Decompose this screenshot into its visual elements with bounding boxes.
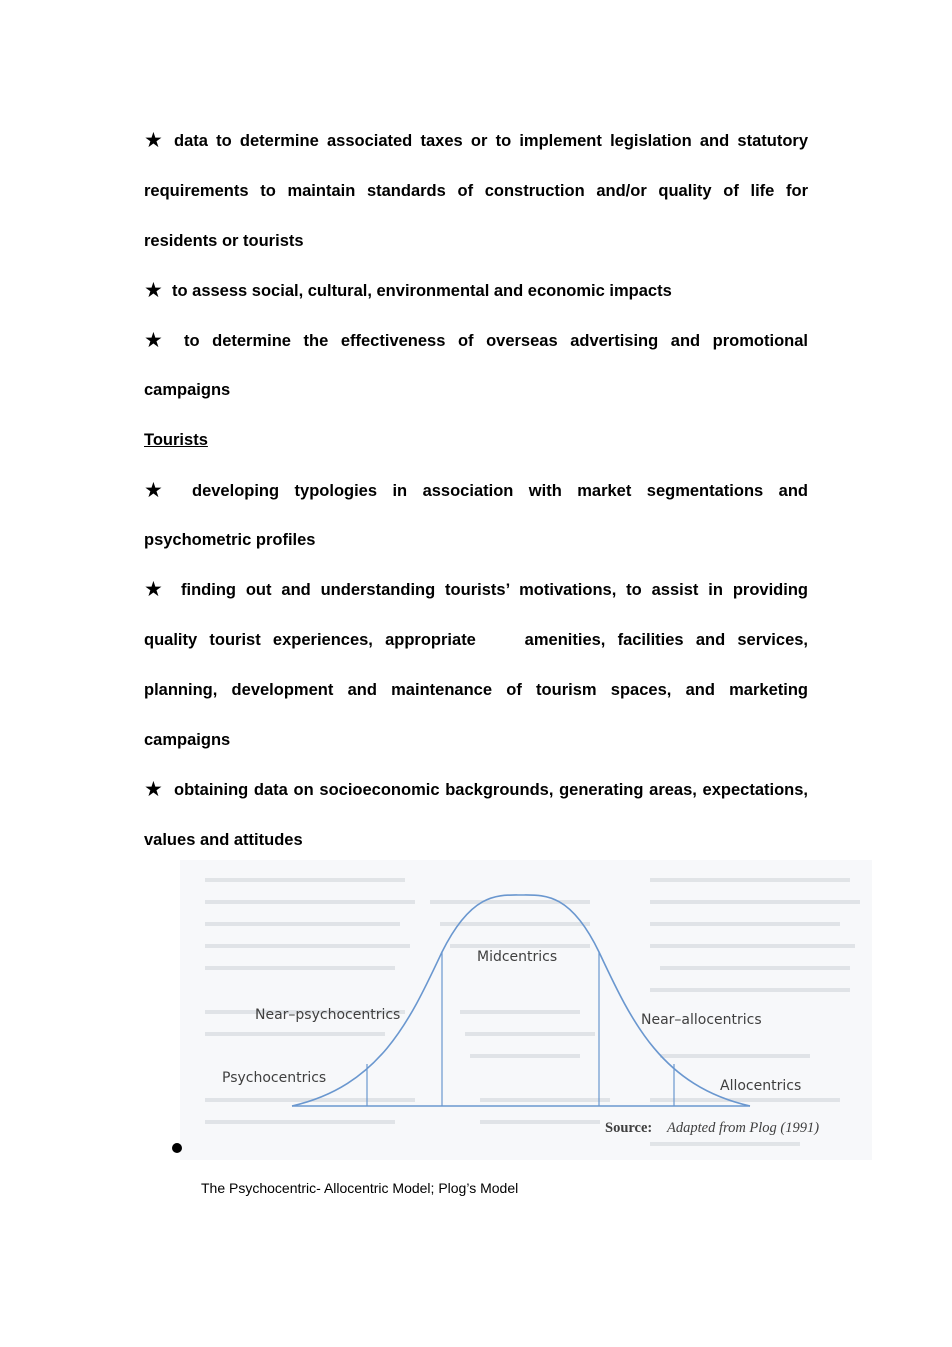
bullet-line: to assess social, cultural, environmental and economic impacts <box>172 282 672 300</box>
plog-model-figure <box>180 860 872 1160</box>
star-icon: ★ <box>144 329 163 352</box>
bullet-line: campaigns <box>144 731 231 749</box>
bullet-line: campaigns <box>144 381 231 399</box>
source-label: Source: <box>605 1120 653 1136</box>
bullet-line: to determine the effectiveness of overseas advertising and promotional <box>184 332 808 350</box>
bullet-line: finding out and understanding tourists’ motivations, to assist in providing <box>181 581 808 599</box>
label-near-psychocentrics: Near–psychocentrics <box>255 1007 401 1023</box>
star-icon: ★ <box>144 279 163 302</box>
bullet-line: data to determine associated taxes or to implement legislation and statutory <box>174 132 808 150</box>
bullet-line: developing typologies in association with market segmentations and <box>192 482 808 500</box>
bullet-line: psychometric profiles <box>144 531 316 549</box>
bullet-line: requirements to maintain standards of construction and/or quality of life for <box>144 182 808 200</box>
bullet-line: residents or tourists <box>144 232 304 250</box>
bullet-line: planning, development and maintenance of tourism spaces, and marketing <box>144 681 808 699</box>
plog-curve-diagram <box>180 860 872 1160</box>
star-icon: ★ <box>144 778 163 801</box>
bullet-line: quality tourist experiences, appropriate amenities, facilities and services, <box>144 631 808 649</box>
bullet-line: obtaining data on socioeconomic backgrounds, generating areas, expectations, <box>174 781 808 799</box>
label-allocentrics: Allocentrics <box>720 1078 802 1094</box>
label-midcentrics: Midcentrics <box>477 949 558 965</box>
bullet-line: values and attitudes <box>144 831 303 849</box>
source-text: Adapted from Plog (1991) <box>667 1120 820 1136</box>
section-heading-tourists: Tourists <box>144 431 208 449</box>
bullet-dot-icon <box>172 1143 182 1153</box>
label-psychocentrics: Psychocentrics <box>222 1070 327 1086</box>
figure-caption: The Psychocentric- Allocentric Model; Plog’s Model <box>201 1180 519 1196</box>
label-near-allocentrics: Near–allocentrics <box>641 1012 762 1028</box>
star-icon: ★ <box>144 129 163 152</box>
star-icon: ★ <box>144 479 163 502</box>
star-icon: ★ <box>144 578 163 601</box>
